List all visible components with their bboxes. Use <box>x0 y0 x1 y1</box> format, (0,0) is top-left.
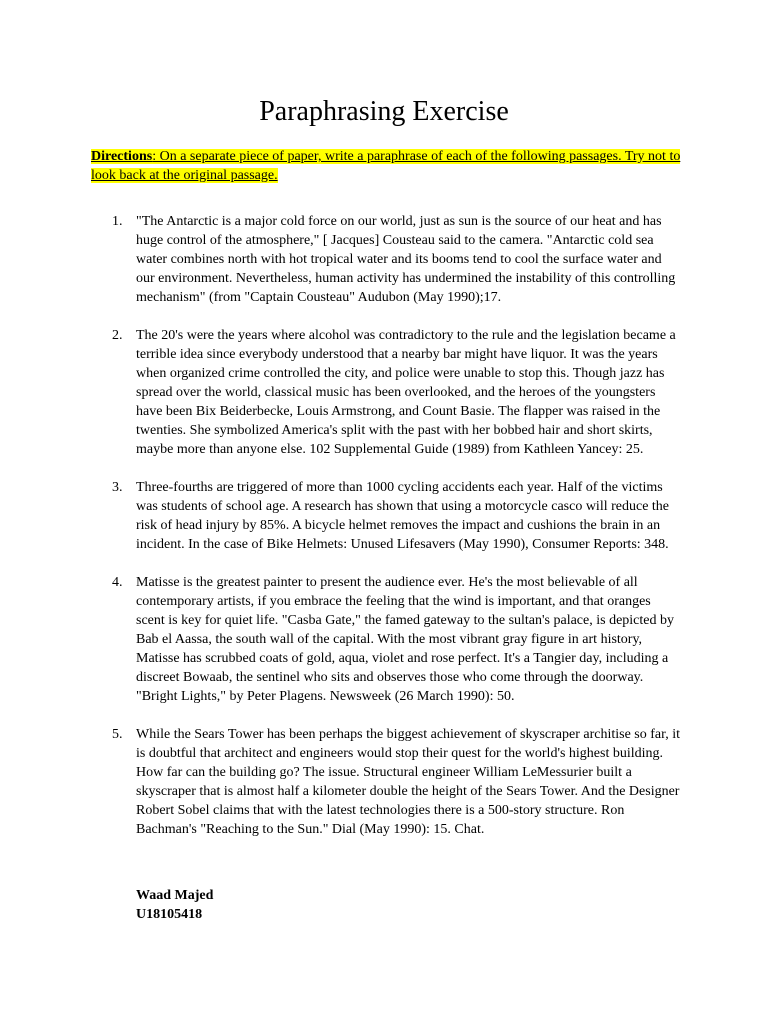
directions-paragraph <box>91 148 691 185</box>
author-name: Waad Majed <box>136 888 214 903</box>
passage-number: 1. <box>112 214 123 229</box>
passage-text: Three-fourths are triggered of more than 1000 cycling accidents each year. Half of the victims was students of school age. A research has shown that using a motorcycle casco will reduce the risk of head injury by 85%. A bicycle helmet removes the impact and cushions the brain in an incident. In the case of Bike Helmets: Unused Lifesavers (May 1990), Consumer Reports: 348. <box>136 480 670 552</box>
signature-block <box>136 886 213 924</box>
passage-text: While the Sears Tower has been perhaps the biggest achievement of skyscraper architise so far, it is doubtful that architect and engineers would stop their quest for the world's highest building. How far can the building go? The issue. Structural engineer William LeMessurier built a skyscraper that is almost half a kilometer double the height of the Sears Tower. And the Designer Robert Sobel claims that with the latest technologies there is a 500-story structure. Ron Bachman's "Reaching to the Sun." Dial (May 1990): 15. Chat. <box>136 727 681 837</box>
passage-item-4 <box>91 573 681 706</box>
passage-number: 2. <box>112 328 123 343</box>
passage-item-2 <box>91 326 681 459</box>
passage-text: "The Antarctic is a major cold force on our world, just as sun is the source of our heat and has huge control of the atmosphere," [ Jacques] Cousteau said to the camera. "Antarctic cold sea water combines north with hot tropical water and its booms tend to cool the surface water and our environment. Nevertheless, human activity has undermined the instability of this controlling mechanism" (from "Captain Cousteau" Audubon (May 1990);17. <box>136 214 676 305</box>
page-title: Paraphrasing Exercise <box>259 96 509 127</box>
passage-item-5 <box>91 725 681 839</box>
passage-item-1 <box>91 212 681 307</box>
directions-text: : On a separate piece of paper, write a paraphrase of each of the following passages. Try not to look back at the original passage. <box>91 149 681 183</box>
passage-number: 3. <box>112 480 123 495</box>
passage-text: Matisse is the greatest painter to present the audience ever. He's the most believable of all contemporary artists, if you embrace the feeling that the wind is important, and that oranges scent is key for quiet life. "Casba Gate," the famed gateway to the sultan's palace, is depicted by Bab el Aassa, the south wall of the capital. With the most vibrant gray figure in art history, Matisse has scrubbed coats of gold, aqua, violet and rose perfect. It's a Tangier day, including a discreet Bowaab, the sentinel who sits and observes those who come through the doorway. "Bright Lights," by Peter Plagens. Newsweek (26 March 1990): 50. <box>136 575 674 704</box>
author-id: U18105418 <box>136 907 203 922</box>
directions-label: Directions <box>91 149 153 164</box>
passage-list <box>91 212 681 858</box>
passage-text: The 20's were the years where alcohol was contradictory to the rule and the legislation became a terrible idea since everybody understood that a nearby bar might have liquor. It was the years when organized crime controlled the city, and police were unable to stop this. Though jazz has spread over the world, classical music has been overlooked, and the heroes of the youngsters have been Bix Beiderbecke, Louis Armstrong, and Count Basie. The flapper was raised in the twenties. She symbolized America's split with the past with her bobbed hair and short skirts, maybe more than anyone else. 102 Supplemental Guide (1989) from Kathleen Yancey: 25. <box>136 328 676 457</box>
passage-item-3 <box>91 478 681 554</box>
passage-number: 5. <box>112 727 123 742</box>
passage-number: 4. <box>112 575 123 590</box>
